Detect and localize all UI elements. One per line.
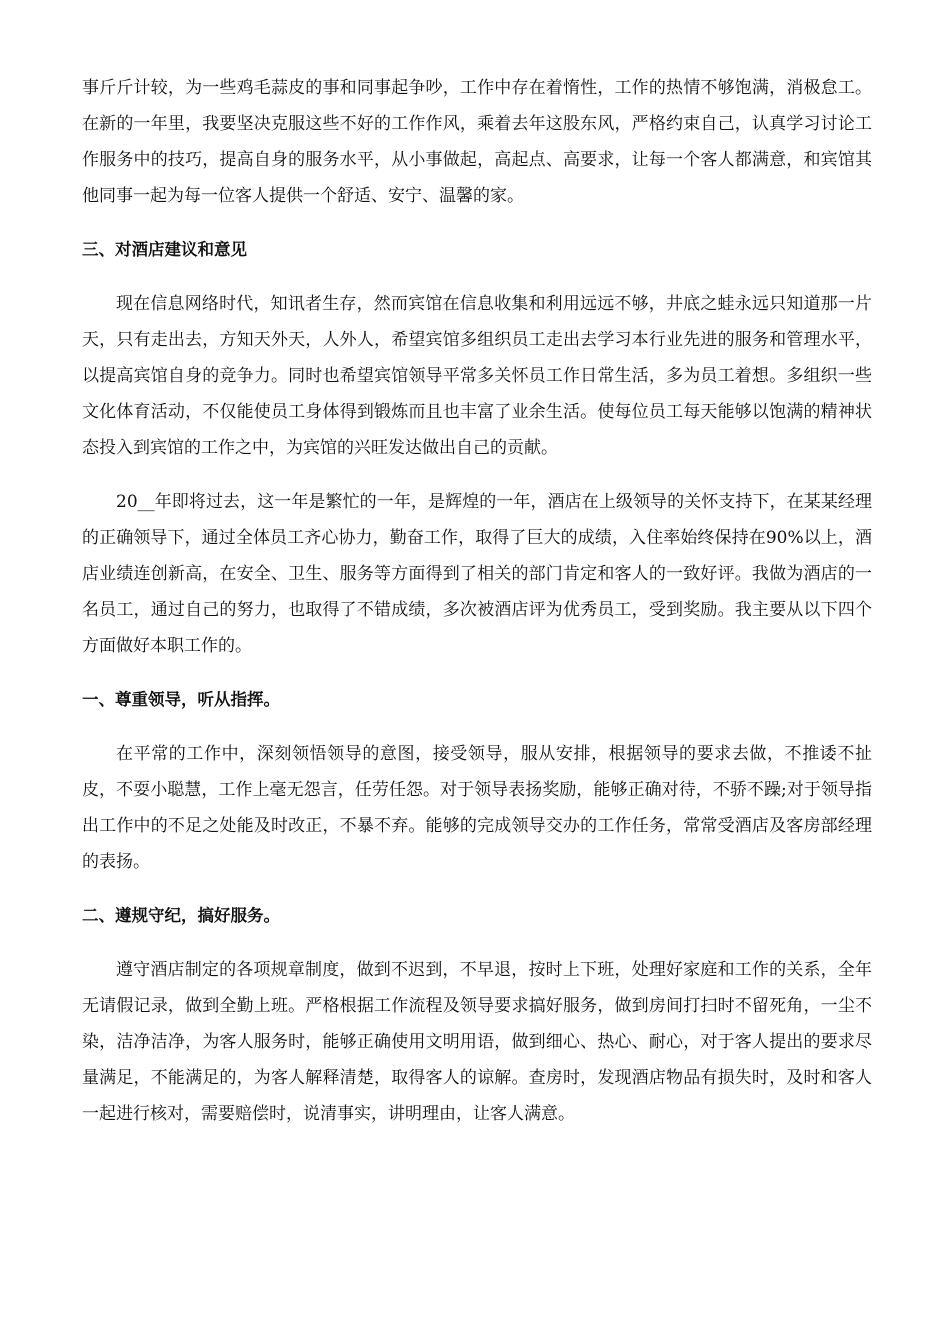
paragraph-3: 20__年即将过去，这一年是繁忙的一年，是辉煌的一年，酒店在上级领导的关怀支持下，在某某经理的正确领导下，通过全体员工齐心协力，勤奋工作，取得了巨大的成绩，入住率始终保持在90%以上，酒店业绩连创新高，在安全、卫生、服务等方面得到了相关的部门肯定和客人的一致好评。我做为酒店的一名员工，通过自己的努力，也取得了不错成绩，多次被酒店评为优秀员工，受到奖励。我主要从以下四个方面做好本职工作的。 [82,492,872,656]
paragraph-2: 现在信息网络时代，知讯者生存，然而宾馆在信息收集和利用远远不够，井底之蛙永远只知道那一片天，只有走出去，方知天外天，人外人，希望宾馆多组织员工走出去学习本行业先进的服务和管理水平，以提高宾馆自身的竞争力。同时也希望宾馆领导平常多关怀员工作日常生活，多为员工着想。多组织一些文化体育活动，不仅能使员工身体得到锻炼而且也丰富了业余生活。使每位员工每天能够以饱满的精神状态投入到宾馆的工作之中，为宾馆的兴旺发达做出自己的贡献。 [82,294,872,458]
paragraph-5: 遵守酒店制定的各项规章制度，做到不迟到，不早退，按时上下班，处理好家庭和工作的关系，全年无请假记录，做到全勤上班。严格根据工作流程及领导要求搞好服务，做到房间打扫时不留死角，一尘不染，洁净洁净，为客人服务时，能够正确使用文明用语，做到细心、热心、耐心，对于客人提出的要求尽量满足，不能满足的，为客人解释清楚，取得客人的谅解。查房时，发现酒店物品有损失时，及时和客人一起进行核对，需要赔偿时，说清事实，讲明理由，让客人满意。 [82,960,872,1124]
section-heading-3: 三、对酒店建议和意见 [82,240,247,259]
paragraph-4: 在平常的工作中，深刻领悟领导的意图，接受领导，服从安排，根据领导的要求去做，不推诿不扯皮，不耍小聪慧，工作上毫无怨言，任劳任怨。对于领导表扬奖励，能够正确对待，不骄不躁;对于领导指出工作中的不足之处能及时改正，不暴不弃。能够的完成领导交办的工作任务，常常受酒店及客房部经理的表扬。 [82,744,872,872]
section-heading-2: 二、遵规守纪，搞好服务。 [82,906,280,925]
paragraph-1: 事斤斤计较，为一些鸡毛蒜皮的事和同事起争吵，工作中存在着惰性，工作的热情不够饱满，消极怠工。在新的一年里，我要坚决克服这些不好的工作作风，乘着去年这股东风，严格约束自己，认真学习讨论工作服务中的技巧，提高自身的服务水平，从小事做起，高起点、高要求，让每一个客人都满意，和宾馆其他同事一起为每一位客人提供一个舒适、安宁、温馨的家。 [82,78,872,206]
section-heading-1: 一、尊重领导，听从指挥。 [82,690,280,709]
document-page [82,70,872,1150]
